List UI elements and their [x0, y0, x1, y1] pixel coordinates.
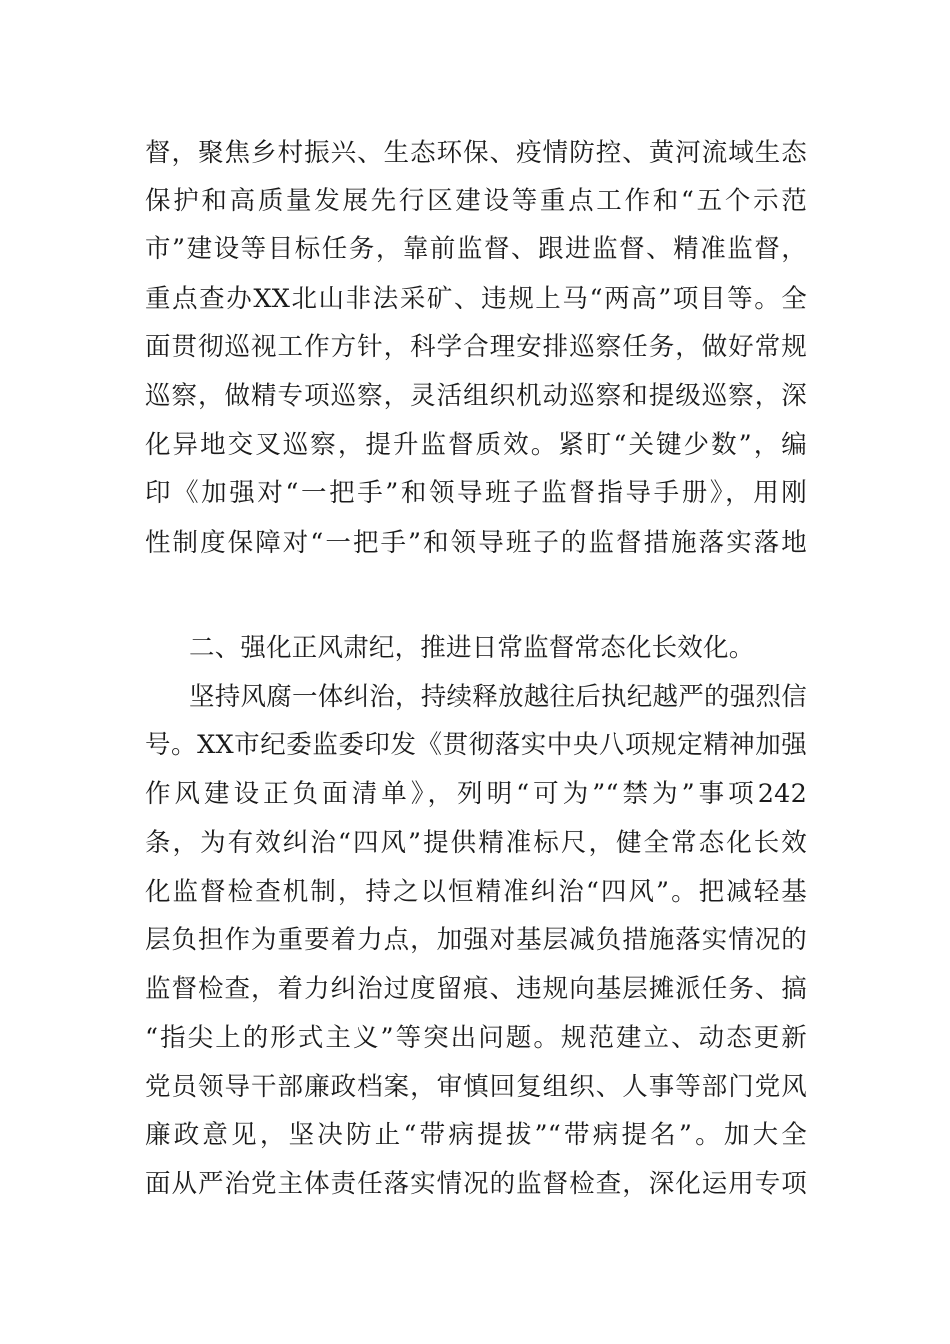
paragraph-line: 督，聚焦乡村振兴、生态环保、疫情防控、黄河流域生态 — [145, 138, 807, 168]
paragraph-line: 廉政意见，坚决防止“带病提拔”“带病提名”。加大全 — [145, 1120, 807, 1150]
paragraph-line: 监督检查，着力纠治过度留痕、违规向基层摊派任务、搞 — [145, 974, 807, 1004]
paragraph-line: 号。XX市纪委监委印发《贯彻落实中央八项规定精神加强 — [145, 730, 807, 760]
paragraph-line: 化异地交叉巡察，提升监督质效。紧盯“关键少数”，编 — [145, 430, 807, 460]
paragraph-line: 性制度保障对“一把手”和领导班子的监督措施落实落地 — [145, 528, 807, 558]
paragraph-line: 市”建设等目标任务，靠前监督、跟进监督、精准监督， — [145, 234, 807, 264]
paragraph-line: 重点查办XX北山非法采矿、违规上马“两高”项目等。全 — [145, 284, 807, 314]
section-heading: 二、强化正风肃纪，推进日常监督常态化长效化。 — [189, 633, 755, 663]
paragraph-line: 化监督检查机制，持之以恒精准纠治“四风”。把减轻基 — [145, 877, 807, 907]
paragraph-line: 印《加强对“一把手”和领导班子监督指导手册》，用刚 — [145, 478, 807, 508]
paragraph-line: 作风建设正负面清单》，列明“可为”“禁为”事项242 — [145, 779, 807, 809]
paragraph-line: “指尖上的形式主义”等突出问题。规范建立、动态更新 — [145, 1023, 807, 1053]
paragraph-line: 巡察，做精专项巡察，灵活组织机动巡察和提级巡察，深 — [145, 381, 807, 411]
paragraph-line: 党员领导干部廉政档案，审慎回复组织、人事等部门党风 — [145, 1072, 807, 1102]
paragraph-line: 坚持风腐一体纠治，持续释放越往后执纪越严的强烈信 — [189, 682, 807, 712]
paragraph-line: 层负担作为重要着力点，加强对基层减负措施落实情况的 — [145, 925, 807, 955]
paragraph-line: 面贯彻巡视工作方针，科学合理安排巡察任务，做好常规 — [145, 332, 807, 362]
paragraph-line: 面从严治党主体责任落实情况的监督检查，深化运用专项 — [145, 1169, 807, 1199]
paragraph-line: 条，为有效纠治“四风”提供精准标尺，健全常态化长效 — [145, 828, 807, 858]
paragraph-line: 保护和高质量发展先行区建设等重点工作和“五个示范 — [145, 186, 807, 216]
